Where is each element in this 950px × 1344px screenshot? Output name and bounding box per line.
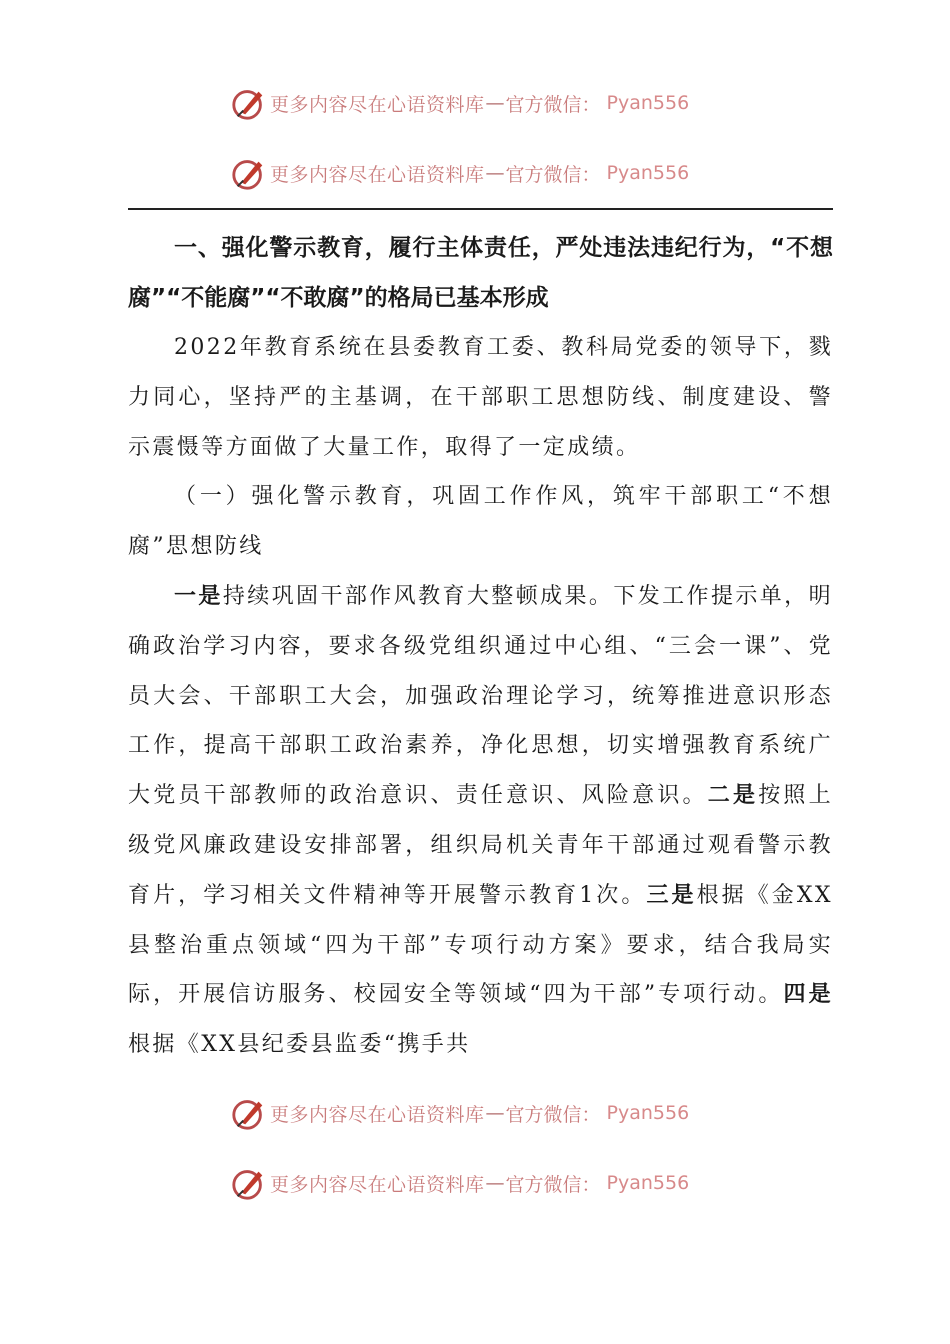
watermark-banner-bottom-2 bbox=[230, 1163, 689, 1203]
watermark-wechat-label: 官方微信： bbox=[505, 93, 601, 116]
item-text: 根据《XX县纪委县监委“携手共 bbox=[128, 1032, 471, 1058]
watermark-brand: 更多内容尽在心语资料库 bbox=[270, 163, 485, 186]
document-body bbox=[128, 223, 833, 1070]
watermark-banner-top-1 bbox=[230, 83, 689, 123]
watermark-separator: — bbox=[485, 92, 505, 114]
item-label: 三是 bbox=[646, 882, 697, 908]
watermark-banner-bottom-1 bbox=[230, 1093, 689, 1133]
item-text: 根据《金XX县整治重点领域“四为干部”专项行动方案》要求，结合我局实际，开展信访服务、校园安全等领域“四为干部”专项行动。 bbox=[128, 882, 833, 1008]
intro-paragraph: 2022年教育系统在县委教育工委、教科局党委的领导下，戮力同心，坚持严的主基调，在干部职工思想防线、制度建设、警示震慑等方面做了大量工作，取得了一定成绩。 bbox=[128, 335, 833, 460]
pen-logo-icon bbox=[230, 1164, 268, 1202]
measures-paragraph bbox=[128, 572, 833, 1070]
watermark-brand: 更多内容尽在心语资料库 bbox=[270, 1173, 485, 1196]
watermark-separator: — bbox=[485, 1172, 505, 1194]
watermark-separator: — bbox=[485, 162, 505, 184]
pen-logo-icon bbox=[230, 154, 268, 192]
watermark-account: Pyan556 bbox=[606, 1102, 690, 1124]
item-text: 持续巩固干部作风教育大整顿成果。下发工作提示单，明确政治学习内容，要求各级党组织通过中心组、“三会一课”、党员大会、干部职工大会，加强政治理论学习，统筹推进意识形态工作，提高干部职工政治素养，净化思想，切实增强教育系统广大党员干部教师的政治意识、责任意识、风险意识。 bbox=[128, 583, 833, 809]
watermark-banner-top-2 bbox=[230, 153, 689, 193]
watermark-brand: 更多内容尽在心语资料库 bbox=[270, 93, 485, 116]
watermark-brand: 更多内容尽在心语资料库 bbox=[270, 1103, 485, 1126]
header-divider bbox=[128, 208, 833, 210]
watermark-wechat-label: 官方微信： bbox=[505, 1173, 601, 1196]
pen-logo-icon bbox=[230, 1094, 268, 1132]
pen-logo-icon bbox=[230, 84, 268, 122]
subsection-heading: （一）强化警示教育，巩固工作作风，筑牢干部职工“不想腐”思想防线 bbox=[128, 484, 833, 560]
section-heading: 一、强化警示教育，履行主体责任，严处违法违纪行为，“不想腐”“不能腐”“不敢腐”的格局已基本形成 bbox=[128, 235, 833, 311]
item-label: 四是 bbox=[783, 982, 833, 1008]
watermark-account: Pyan556 bbox=[606, 1172, 690, 1194]
item-label: 二是 bbox=[707, 783, 759, 809]
watermark-wechat-label: 官方微信： bbox=[505, 1103, 601, 1126]
watermark-wechat-label: 官方微信： bbox=[505, 163, 601, 186]
watermark-separator: — bbox=[485, 1102, 505, 1124]
watermark-account: Pyan556 bbox=[606, 162, 690, 184]
item-label: 一是 bbox=[174, 583, 223, 609]
watermark-account: Pyan556 bbox=[606, 92, 690, 114]
item-text: 按照上级党风廉政建设安排部署，组织局机关青年干部通过观看警示教育片，学习相关文件精神等开展警示教育1次。 bbox=[128, 783, 834, 908]
